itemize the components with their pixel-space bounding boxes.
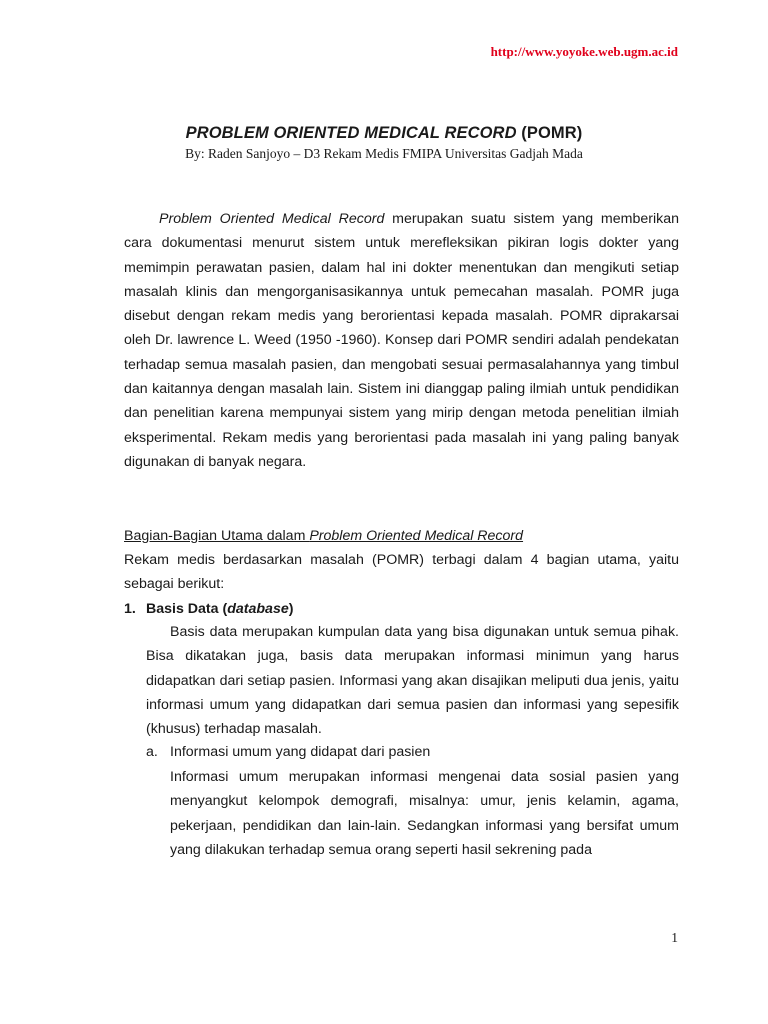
byline: By: Raden Sanjoyo – D3 Rekam Medis FMIPA Universitas Gadjah Mada: [185, 146, 583, 161]
list-item-1-label-end: ): [288, 601, 294, 617]
document-title: [0, 124, 768, 143]
intro-text: merupakan suatu sistem yang memberikan cara dokumentasi menurut sistem untuk merefleksikan pikiran logis dokter yang memimpin perawatan pasien, dalam hal ini dokter menentukan dan mengikuti setiap masalah klinis dan mengorganisasikannya untuk pemecahan masalah. POMR juga disebut dengan rekam medis yang berorientasi kepada masalah. POMR diprakarsai oleh Dr. lawrence L. Weed (1950 -1960). Konsep dari POMR sendiri adalah pendekatan terhadap semua masalah pasien, dan mengobati sesuai permasalahannya yang timbul dan kaitannya dengan masalah lain. Sistem ini dianggap paling ilmiah untuk pendidikan dan penelitian karena mempunyai sistem yang mirip dengan metoda penelitian ilmiah eksperimental. Rekam medis yang berorientasi pada masalah ini yang paling banyak digunakan di banyak negara.: [124, 211, 679, 470]
list-item-1-label: Basis Data (: [146, 601, 228, 617]
section-heading: [124, 524, 523, 548]
section-heading-italic: Problem Oriented Medical Record: [309, 528, 524, 544]
list-item-1-number: 1.: [124, 601, 136, 617]
section-intro-paragraph: Rekam medis berdasarkan masalah (POMR) terbagi dalam 4 bagian utama, yaitu sebagai berikut:: [124, 552, 679, 593]
list-item-1-heading: [124, 597, 293, 621]
intro-paragraph: [124, 207, 679, 474]
list-item-1-paragraph: [146, 620, 679, 741]
sub-item-a-label: Informasi umum yang didapat dari pasien: [170, 744, 431, 760]
list-item-1-text: Basis data merupakan kumpulan data yang bisa digunakan untuk semua pihak. Bisa dikatakan juga, basis data merupakan informasi minimun yang harus didapatkan dari setiap pasien. Informasi yang akan disajikan meliputi dua jenis, yaitu informasi umum yang didapatkan dari semua pasien dan informasi yang sepesifik (khusus) terhadap masalah.: [146, 624, 679, 738]
sub-item-a-letter: a.: [146, 744, 158, 760]
section-heading-plain: Bagian-Bagian Utama dalam: [124, 528, 310, 544]
page-number: 1: [671, 930, 678, 945]
intro-italic-lead: Problem Oriented Medical Record: [159, 211, 385, 227]
sub-item-a-heading: [146, 740, 430, 764]
header-url[interactable]: http://www.yoyoke.web.ugm.ac.id: [490, 44, 678, 59]
title-plain: (POMR): [516, 124, 583, 142]
title-italic: PROBLEM ORIENTED MEDICAL RECORD: [185, 124, 517, 142]
sub-item-a-paragraph: Informasi umum merupakan informasi mengenai data sosial pasien yang menyangkut kelompok demografi, misalnya: umur, jenis kelamin, agama, pekerjaan, pendidikan dan lain-lain. Sedangkan informasi yang bersifat umum yang dilakukan terhadap semua orang seperti hasil sekrening pada: [170, 769, 679, 858]
list-item-1-label-italic: database: [227, 601, 289, 617]
